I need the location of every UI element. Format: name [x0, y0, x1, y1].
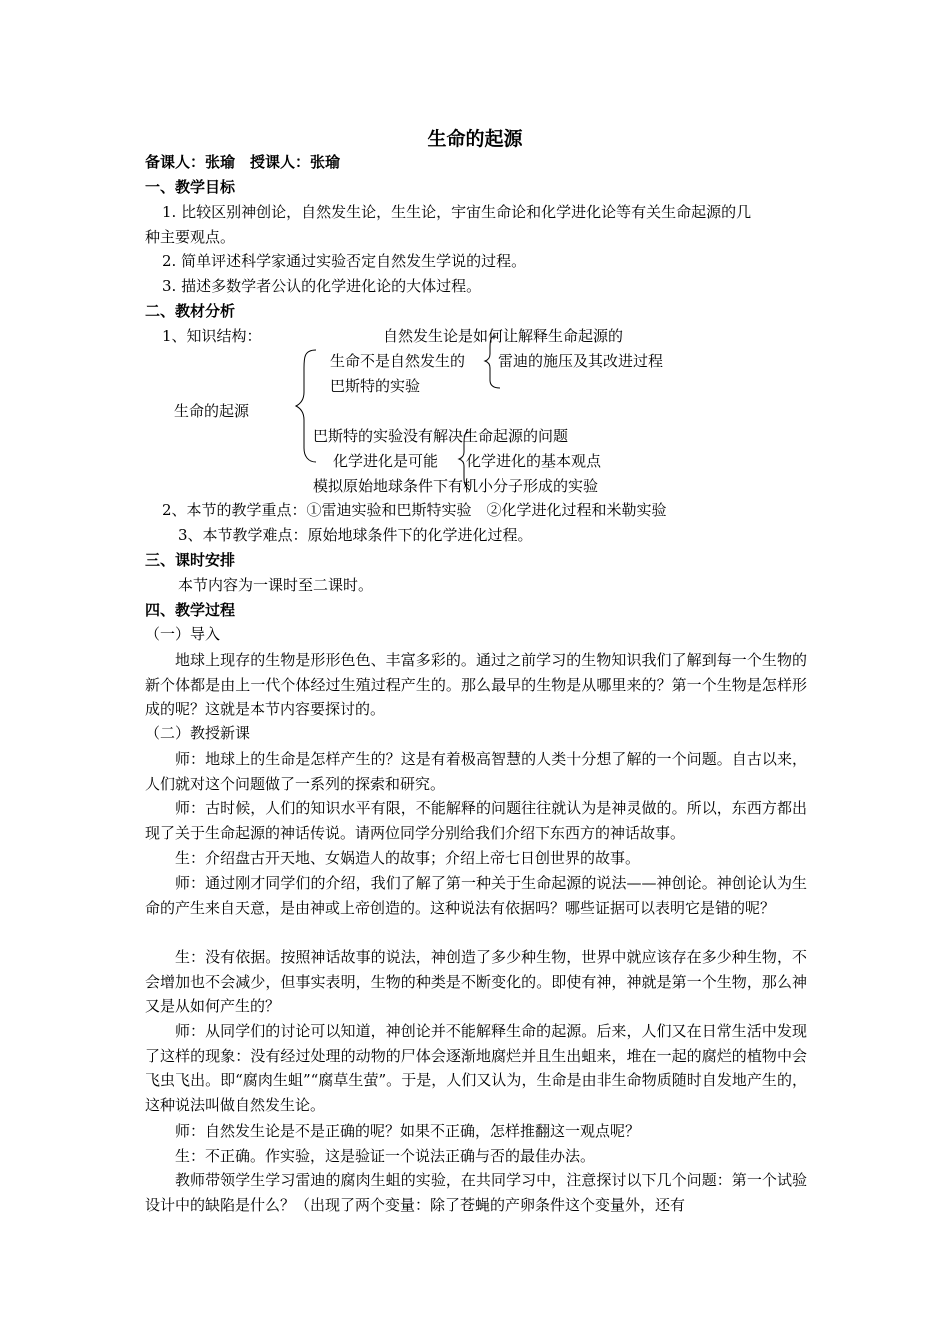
- body-paragraph: 师：从同学们的讨论可以知道，神创论并不能解释生命的起源。后来，人们又在日常生活中发现了这样的现象：没有经过处理的动物的尸体会逐渐地腐烂并且生出蛆来，堆在一起的腐烂的植物中会飞虫飞出。即“腐肉生蛆”“腐草生萤”。于是，人们又认为，生命是由非生命物质随时自发地产生的，这种说法叫做自然发生论。: [145, 1022, 807, 1115]
- structure-node: 模拟原始地球条件下有机小分子形成的实验: [313, 477, 599, 495]
- section-heading-schedule: 三、课时安排: [145, 551, 236, 569]
- upper-brace: [485, 336, 500, 388]
- subheading-intro: （一）导入: [145, 625, 221, 643]
- subheading-new-lesson: （二）教授新课: [145, 724, 251, 742]
- goal-item-1b: 种主要观点。: [145, 228, 236, 246]
- body-paragraph: 教师带领学生学习雷迪的腐肉生蛆的实验，在共同学习中，注意探讨以下几个问题：第一个试验设计中的缺陷是什么？（出现了两个变量：除了苍蝇的产卵条件这个变量外，还有: [145, 1171, 807, 1214]
- structure-node: 自然发生论是如何让解释生命起源的: [383, 327, 624, 345]
- section-heading-process: 四、教学过程: [145, 601, 236, 619]
- structure-node: 雷迪的施压及其改进过程: [498, 352, 664, 370]
- goal-item-3: 3. 描述多数学者公认的化学进化论的大体过程。: [162, 277, 482, 295]
- body-paragraph: 生：不正确。作实验，这是验证一个说法正确与否的最佳办法。: [175, 1147, 596, 1165]
- structure-node: 巴斯特的实验没有解决生命起源的问题: [313, 427, 569, 445]
- body-paragraph: 师：通过刚才同学们的介绍，我们了解了第一种关于生命起源的说法——神创论。神创论认为生命的产生来自天意，是由神或上帝创造的。这种说法有依据吗？哪些证据可以表明它是错的呢？: [145, 874, 807, 917]
- body-paragraph: 师：古时候，人们的知识水平有限，不能解释的问题往往就认为是神灵做的。所以，东西方都出现了关于生命起源的神话传说。请两位同学分别给我们介绍下东西方的神话故事。: [145, 799, 807, 842]
- author-line: 备课人：张瑜 授课人：张瑜: [145, 153, 341, 171]
- body-paragraph: 生：介绍盘古开天地、女娲造人的故事；介绍上帝七日创世界的故事。: [175, 849, 641, 867]
- difficulty: 3、本节教学难点：原始地球条件下的化学进化过程。: [178, 526, 533, 544]
- main-brace: [296, 350, 316, 462]
- goal-item-1a: 1. 比较区别神创论，自然发生论，生生论，宇宙生命论和化学进化论等有关生命起源的几: [162, 203, 752, 221]
- goal-item-2: 2. 简单评述科学家通过实验否定自然发生学说的过程。: [162, 252, 527, 270]
- body-paragraph: 生：没有依据。按照神话故事的说法，神创造了多少种生物，世界中就应该存在多少种生物，不会增加也不会减少，但事实表明，生物的种类是不断变化的。即使有神，神就是第一个生物，那么神又是从如何产生的？: [145, 948, 807, 1016]
- key-points: 2、本节的教学重点：①雷迪实验和巴斯特实验 ②化学进化过程和米勒实验: [162, 501, 667, 519]
- structure-node: 巴斯特的实验: [330, 377, 421, 395]
- intro-paragraph: 地球上现存的生物是形形色色、丰富多彩的。通过之前学习的生物知识我们了解到每一个生物的新个体都是由上一代个体经过生殖过程产生的。那么最早的生物是从哪里来的？第一个生物是怎样形成的呢？这就是本节内容要探讨的。: [145, 651, 807, 719]
- page-title: 生命的起源: [427, 128, 523, 150]
- structure-node: 生命不是自然发生的: [330, 352, 466, 370]
- body-paragraph: 师：地球上的生命是怎样产生的？这是有着极高智慧的人类十分想了解的一个问题。自古以来，人们就对这个问题做了一系列的探索和研究。: [145, 750, 807, 793]
- structure-label: 1、知识结构：: [162, 327, 262, 345]
- schedule-text: 本节内容为一课时至二课时。: [178, 576, 374, 594]
- section-heading-goals: 一、教学目标: [145, 178, 236, 196]
- structure-root: 生命的起源: [174, 402, 250, 420]
- lower-brace: [459, 432, 470, 490]
- section-heading-analysis: 二、教材分析: [145, 302, 236, 320]
- body-paragraph: 师：自然发生论是不是正确的呢？如果不正确，怎样推翻这一观点呢？: [175, 1122, 641, 1140]
- structure-node: 化学进化是可能: [333, 452, 439, 470]
- structure-node: 化学进化的基本观点: [466, 452, 602, 470]
